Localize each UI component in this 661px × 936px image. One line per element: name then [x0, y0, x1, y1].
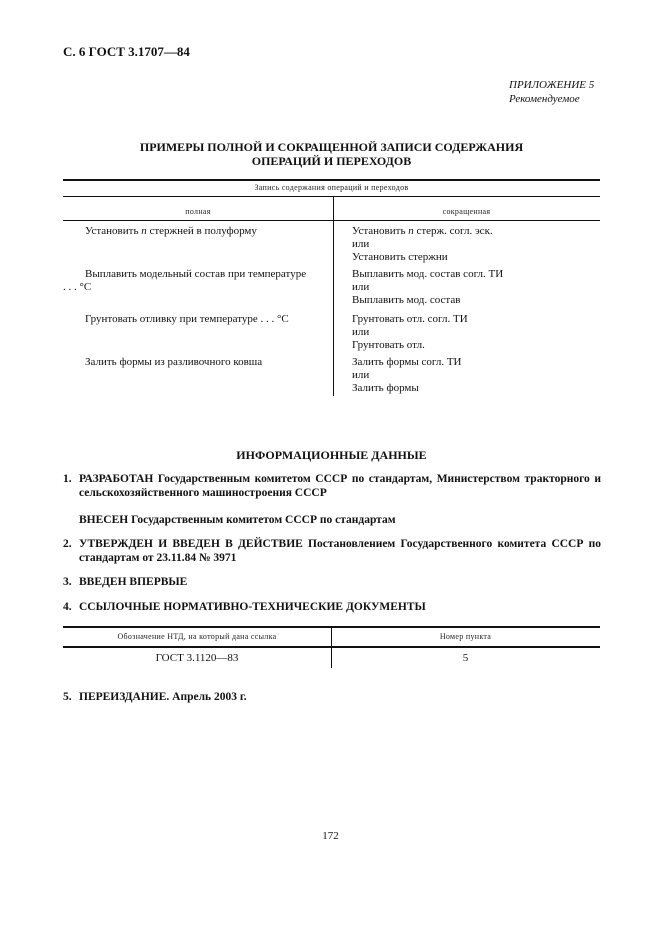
table-row: ГОСТ 3.1120—83 — [155, 652, 239, 664]
table-row: 5 — [462, 652, 469, 664]
table-row-short: Грунтовать отл. согл. ТИ или Грунтовать отл. — [352, 313, 468, 351]
table-row-full-continuation: . . . °С — [63, 281, 92, 293]
item-4-number: 4. — [63, 601, 72, 613]
ref-column-doc-header: Обозначение НТД, на который дана ссылка — [117, 632, 277, 641]
column-short-header: сокращенная — [442, 207, 491, 216]
item-1-text: РАЗРАБОТАН Государственным комитетом СССР по стандартам, Министерством тракторного и сельскохозяйственного машиностроения СССР — [79, 473, 601, 499]
introduced-by: ВНЕСЕН Государственным комитетом СССР по стандартам — [79, 514, 396, 526]
item-5-text: ПЕРЕИЗДАНИЕ. Апрель 2003 г. — [79, 691, 247, 703]
table-column-divider — [333, 196, 334, 396]
table-row-full: Грунтовать отливку при температуре . . . °С — [85, 313, 289, 325]
table-row-short: Выплавить мод. состав согл. ТИ или Выплавить мод. состав — [352, 268, 504, 306]
appendix-status: Рекомендуемое — [509, 93, 580, 105]
table-row-full: Установить n стержней в полуформу — [85, 225, 257, 237]
table-row-full: Залить формы из разливочного ковша — [85, 356, 263, 368]
item-3-number: 3. — [63, 576, 72, 588]
info-section-title: ИНФОРМАЦИОННЫЕ ДАННЫЕ — [236, 448, 427, 462]
appendix-label: ПРИЛОЖЕНИЕ 5 — [509, 79, 595, 91]
section-title-line2: ОПЕРАЦИЙ И ПЕРЕХОДОВ — [251, 154, 412, 168]
table-top-rule — [63, 179, 600, 181]
table-row-short: Установить n стерж. согл. эск. или Установить стержни — [352, 225, 493, 263]
item-2-number: 2. — [63, 538, 72, 550]
table-group-rule — [63, 196, 600, 197]
item-5-number: 5. — [63, 691, 72, 703]
table-header-rule — [63, 220, 600, 221]
page-number: 172 — [322, 830, 339, 842]
section-title-line1: ПРИМЕРЫ ПОЛНОЙ И СОКРАЩЕННОЙ ЗАПИСИ СОДЕРЖАНИЯ — [139, 140, 524, 154]
appendix-block — [509, 78, 599, 106]
item-2-text: УТВЕРЖДЕН И ВВЕДЕН В ДЕЙСТВИЕ Постановлением Государственного комитета СССР по стандартам от 23.11.84 № 3971 — [79, 538, 601, 564]
table-row-full: Выплавить модельный состав при температуре — [85, 268, 307, 280]
item-1-number: 1. — [63, 473, 72, 485]
item-4-text: ССЫЛОЧНЫЕ НОРМАТИВНО-ТЕХНИЧЕСКИЕ ДОКУМЕНТЫ — [79, 601, 426, 613]
column-full-header: полная — [185, 207, 211, 216]
ref-column-point-header: Номер пункта — [439, 632, 492, 641]
section-title — [63, 140, 600, 168]
table-row-short: Залить формы согл. ТИ или Залить формы — [352, 356, 462, 394]
table-group-header: Запись содержания операций и переходов — [254, 183, 409, 192]
document-header: С. 6 ГОСТ 3.1707—84 — [63, 44, 190, 59]
item-3-text: ВВЕДЕН ВПЕРВЫЕ — [79, 576, 188, 588]
